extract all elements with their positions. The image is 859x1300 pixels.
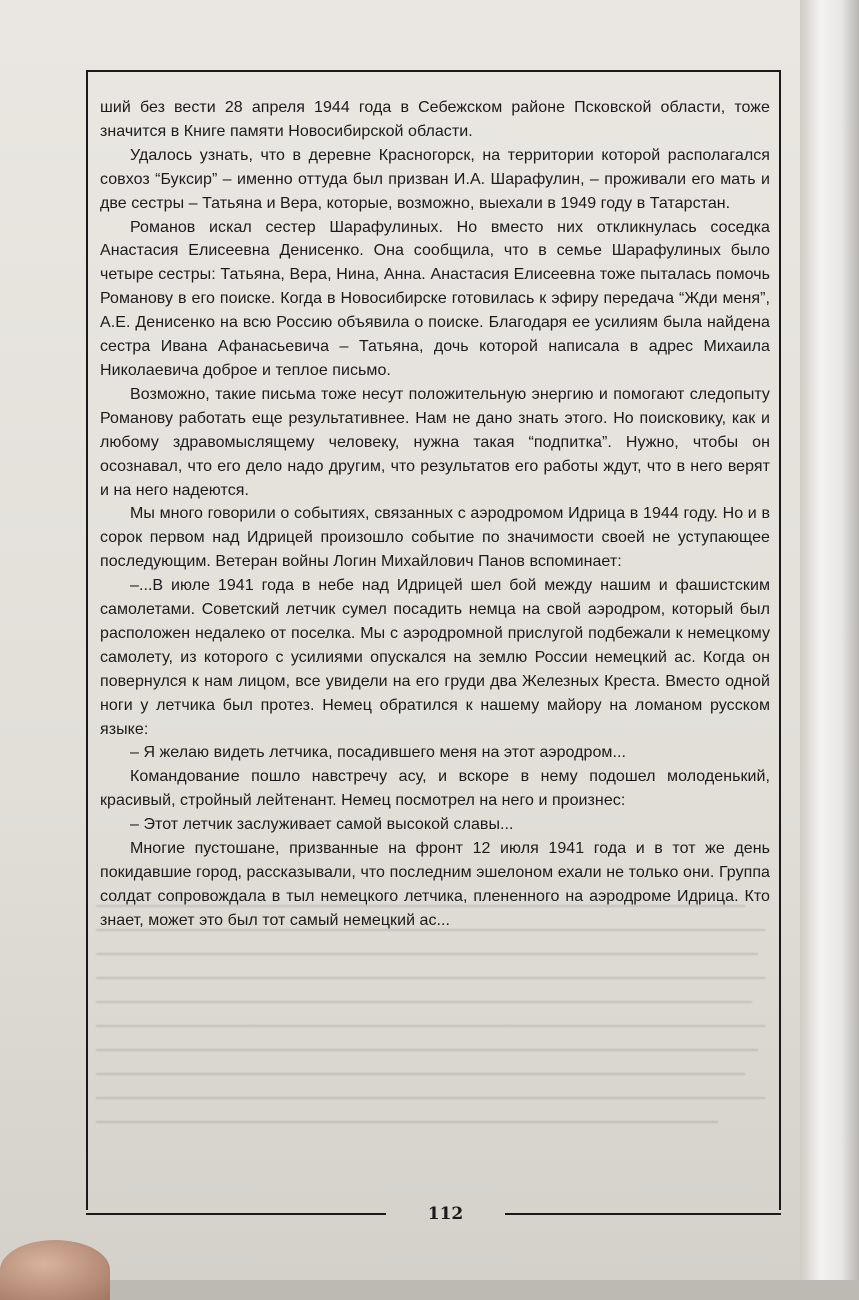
page-text [100,96,770,933]
paragraph: – Этот летчик заслуживает самой высокой славы... [130,816,514,834]
paragraph: Мы много говорили о событиях, связанных с аэродромом Идрица в 1944 году. Но и в сорок первом над Идрицей произошло событие по значимости своей не уступающее последующим. Ветеран войны Логин Михайлович Панов вспоминает: [100,505,770,571]
footer-rule-right [505,1213,781,1215]
paragraph: Возможно, такие письма тоже несут положительную энергию и помогают следопыту Романову работать еще результативнее. Нам не дано знать этого. Но поисковику, как и любому здравомыслящему человеку, нужна такая “подпитка”. Нужно, чтобы он осознавал, что его дело надо другим, что результатов его работы ждут, что в него верят и на него надеются. [100,385,770,499]
paragraph: ший без вести 28 апреля 1944 года в Себежском районе Псковской области, тоже значится в Книге памяти Новосибирской области. [100,99,770,140]
paragraph: Романов искал сестер Шарафулиных. Но вместо них откликнулась соседка Анастасия Елисеевна Денисенко. Она сообщила, что в семье Шарафулиных было четыре сестры: Татьяна, Вера, Нина, Анна. Анастасия Елисеевна тоже пыталась помочь Романову в его поиске. Когда в Новосибирске готовилась к эфиру передача “Жди меня”, А.Е. Денисенко на всю Россию объявила о поиске. Благодаря ее усилиям была найдена сестра Ивана Афанасьевича – Татьяна, дочь которой написала в адрес Михаила Николаевича доброе и теплое письмо. [100,218,770,379]
thumb [0,1240,110,1300]
page-edge [800,0,859,1280]
paragraph: Командование пошло навстречу асу, и вскоре в нему подошел молоденький, красивый, стройный лейтенант. Немец посмотрел на него и произнес: [100,768,770,810]
page-number: 112 [427,1204,464,1224]
footer-rule-left [86,1213,386,1215]
paragraph: –...В июле 1941 года в небе над Идрицей шел бой между нашим и фашистским самолетами. Советский летчик сумел посадить немца на свой аэродром, который был расположен недалеко от поселка. Мы с аэродромной прислугой подбежали к немецкому самолету, из которого с усилиями опускался на землю России немецкий ас. Когда он повернулся к нам лицом, все увидели на его груди два Железных Креста. Вместо одной ноги у летчика был протез. Немец обратился к нашему майору на ломаном русском языке: [100,577,770,738]
paragraph: Многие пустошане, призванные на фронт 12 июля 1941 года и в тот же день покидавшие город, рассказывали, что последним эшелоном ехали не только они. Группа солдат сопровождала в тыл немецкого летчика, плененного на аэродроме Идрица. Кто знает, может это был тот самый немецкий ас... [100,840,770,929]
paragraph: – Я желаю видеть летчика, посадившего меня на этот аэродром... [130,744,626,762]
paragraph: Удалось узнать, что в деревне Красногорск, на территории которой располагался совхоз “Буксир” – именно оттуда был призван И.А. Шарафулин, – проживали его мать и две сестры – Татьяна и Вера, которые, возможно, выехали в 1949 году в Татарстан. [100,146,770,212]
